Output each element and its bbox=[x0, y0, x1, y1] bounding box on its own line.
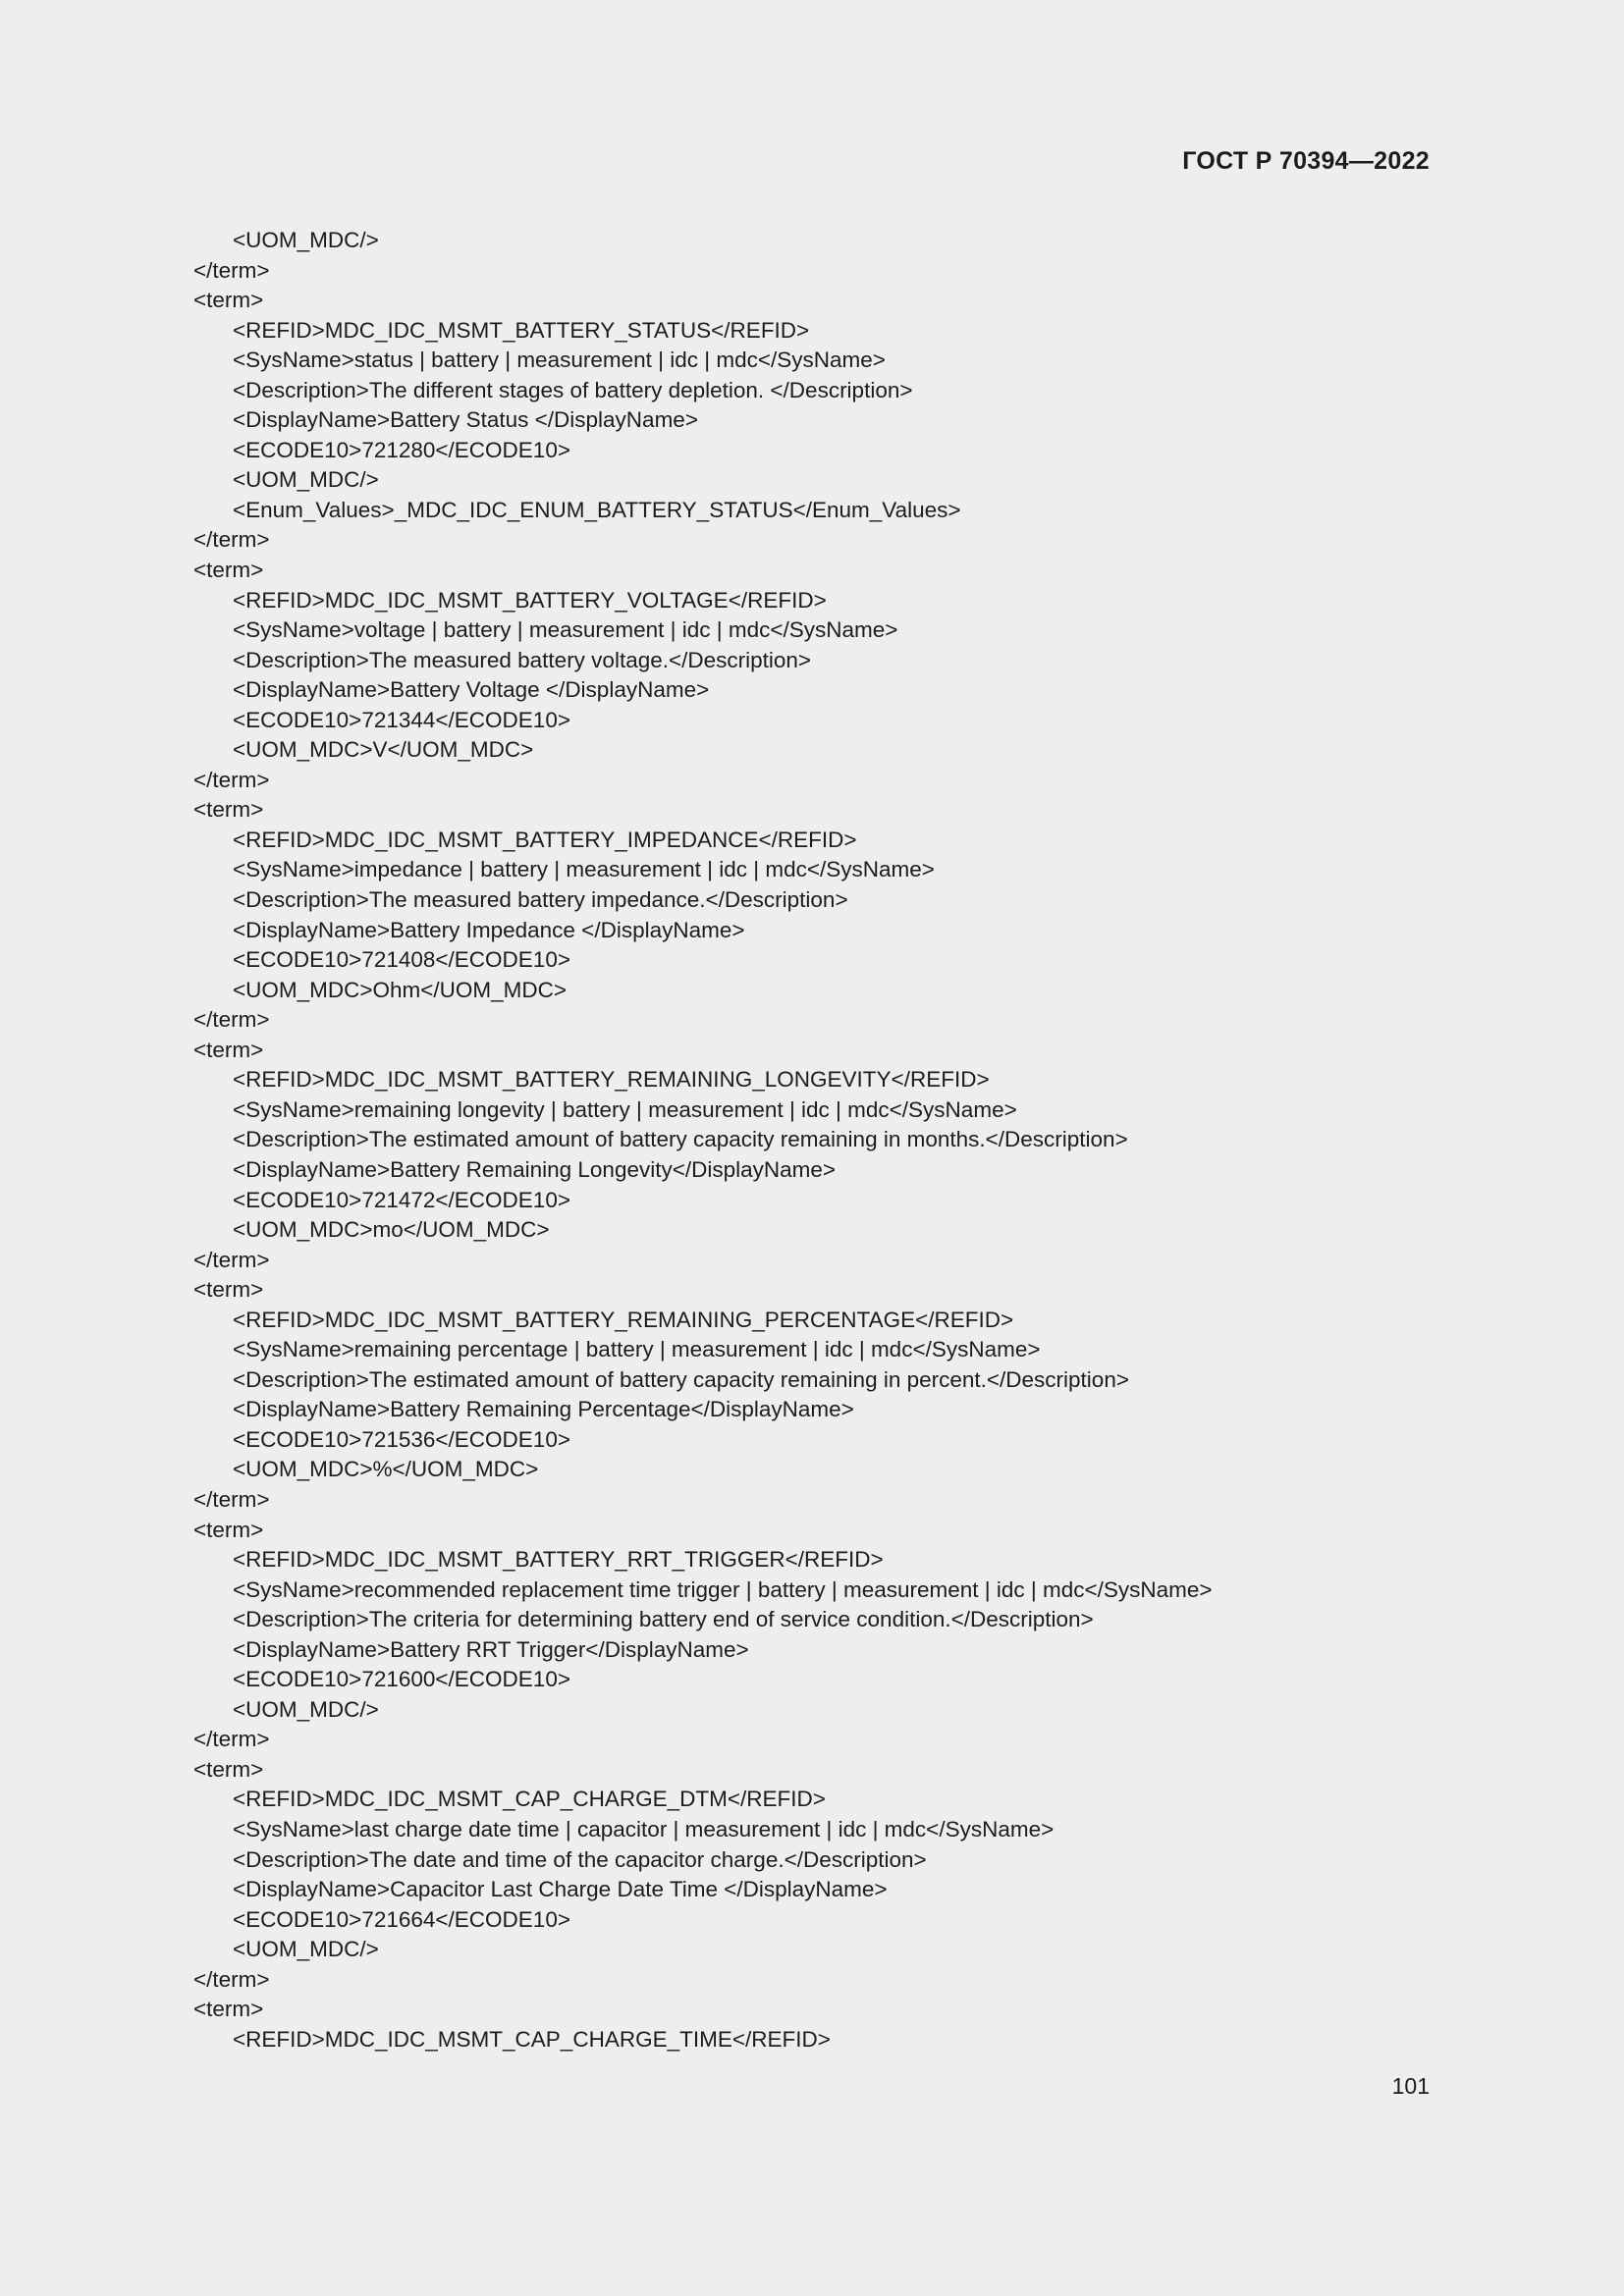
code-line: <SysName>impedance | battery | measurement | idc | mdc</SysName> bbox=[233, 857, 935, 882]
code-line: <Description>The different stages of battery depletion. </Description> bbox=[233, 377, 913, 402]
code-line: <UOM_MDC/> bbox=[233, 1937, 379, 1962]
code-line: <REFID>MDC_IDC_MSMT_BATTERY_REMAINING_LONGEVITY</REFID> bbox=[233, 1067, 990, 1093]
code-line: </term> bbox=[193, 1486, 270, 1512]
code-line: <REFID>MDC_IDC_MSMT_BATTERY_VOLTAGE</REFID> bbox=[233, 587, 827, 613]
code-line: <term> bbox=[193, 1277, 264, 1303]
code-line: <DisplayName>Battery RRT Trigger</DisplayName> bbox=[233, 1636, 749, 1662]
code-line: </term> bbox=[193, 767, 270, 792]
code-line: <Description>The estimated amount of battery capacity remaining in percent.</Description> bbox=[233, 1366, 1129, 1392]
code-line: <ECODE10>721664</ECODE10> bbox=[233, 1906, 570, 1932]
code-line: <term> bbox=[193, 1037, 264, 1062]
code-line: <term> bbox=[193, 288, 264, 313]
code-line: <ECODE10>721472</ECODE10> bbox=[233, 1187, 570, 1212]
code-line: <DisplayName>Battery Status </DisplayName> bbox=[233, 407, 698, 433]
code-line: <REFID>MDC_IDC_MSMT_CAP_CHARGE_DTM</REFID> bbox=[233, 1787, 826, 1812]
code-line: <SysName>remaining longevity | battery | measurement | idc | mdc</SysName> bbox=[233, 1096, 1017, 1122]
code-line: <DisplayName>Battery Voltage </DisplayName> bbox=[233, 677, 710, 703]
code-line: <UOM_MDC>%</UOM_MDC> bbox=[233, 1457, 539, 1482]
code-line: </term> bbox=[193, 1247, 270, 1272]
code-line: <SysName>last charge date time | capacitor | measurement | idc | mdc</SysName> bbox=[233, 1816, 1055, 1842]
code-line: </term> bbox=[193, 527, 270, 553]
code-line: <SysName>status | battery | measurement | idc | mdc</SysName> bbox=[233, 347, 886, 373]
code-line: <REFID>MDC_IDC_MSMT_BATTERY_RRT_TRIGGER</REFID> bbox=[233, 1547, 884, 1573]
code-line: <REFID>MDC_IDC_MSMT_CAP_CHARGE_TIME</REFID> bbox=[233, 2026, 831, 2052]
code-line: <term> bbox=[193, 1756, 264, 1782]
code-line: <UOM_MDC/> bbox=[233, 467, 379, 493]
code-line: <term> bbox=[193, 797, 264, 823]
code-line: <REFID>MDC_IDC_MSMT_BATTERY_STATUS</REFID> bbox=[233, 317, 810, 343]
code-line: <Description>The estimated amount of battery capacity remaining in months.</Description> bbox=[233, 1127, 1128, 1152]
code-line: <ECODE10>721408</ECODE10> bbox=[233, 947, 570, 973]
code-line: <Description>The criteria for determining battery end of service condition.</Description> bbox=[233, 1607, 1094, 1632]
code-line: </term> bbox=[193, 1727, 270, 1752]
code-line: <SysName>voltage | battery | measurement | idc | mdc</SysName> bbox=[233, 617, 898, 643]
code-line: <SysName>recommended replacement time trigger | battery | measurement | idc | mdc</SysName> bbox=[233, 1576, 1213, 1602]
code-line: <SysName>remaining percentage | battery | measurement | idc | mdc</SysName> bbox=[233, 1337, 1041, 1362]
code-line: <Description>The date and time of the capacitor charge.</Description> bbox=[233, 1846, 927, 1872]
code-line: <ECODE10>721280</ECODE10> bbox=[233, 437, 570, 462]
code-line: <UOM_MDC/> bbox=[233, 228, 379, 252]
code-line: <UOM_MDC>V</UOM_MDC> bbox=[233, 737, 534, 763]
code-line: <DisplayName>Capacitor Last Charge Date Time </DisplayName> bbox=[233, 1877, 888, 1902]
code-line: <term> bbox=[193, 558, 264, 583]
code-line: <Description>The measured battery voltage.</Description> bbox=[233, 647, 812, 672]
code-line: <REFID>MDC_IDC_MSMT_BATTERY_REMAINING_PERCENTAGE</REFID> bbox=[233, 1307, 1014, 1332]
code-line: <REFID>MDC_IDC_MSMT_BATTERY_IMPEDANCE</REFID> bbox=[233, 827, 857, 852]
page-number: 101 bbox=[1391, 2073, 1430, 2099]
xml-code-listing bbox=[193, 226, 1431, 2055]
code-line: <ECODE10>721536</ECODE10> bbox=[233, 1426, 570, 1452]
code-line: </term> bbox=[193, 257, 270, 283]
code-line: </term> bbox=[193, 1966, 270, 1992]
code-line: </term> bbox=[193, 1007, 270, 1033]
code-line: <UOM_MDC>mo</UOM_MDC> bbox=[233, 1217, 550, 1243]
code-line: <Description>The measured battery impedance.</Description> bbox=[233, 887, 848, 913]
code-line: <DisplayName>Battery Impedance </DisplayName> bbox=[233, 917, 745, 942]
code-line: <Enum_Values>_MDC_IDC_ENUM_BATTERY_STATUS</Enum_Values> bbox=[233, 497, 961, 522]
code-line: <DisplayName>Battery Remaining Percentage</DisplayName> bbox=[233, 1397, 854, 1422]
standard-header: ГОСТ Р 70394—2022 bbox=[1182, 147, 1430, 175]
code-line: <term> bbox=[193, 1517, 264, 1542]
code-line: <UOM_MDC/> bbox=[233, 1696, 379, 1722]
code-line: <term> bbox=[193, 1997, 264, 2022]
code-line: <UOM_MDC>Ohm</UOM_MDC> bbox=[233, 977, 568, 1002]
code-line: <ECODE10>721600</ECODE10> bbox=[233, 1667, 570, 1692]
code-line: <DisplayName>Battery Remaining Longevity</DisplayName> bbox=[233, 1156, 837, 1182]
code-line: <ECODE10>721344</ECODE10> bbox=[233, 707, 570, 732]
